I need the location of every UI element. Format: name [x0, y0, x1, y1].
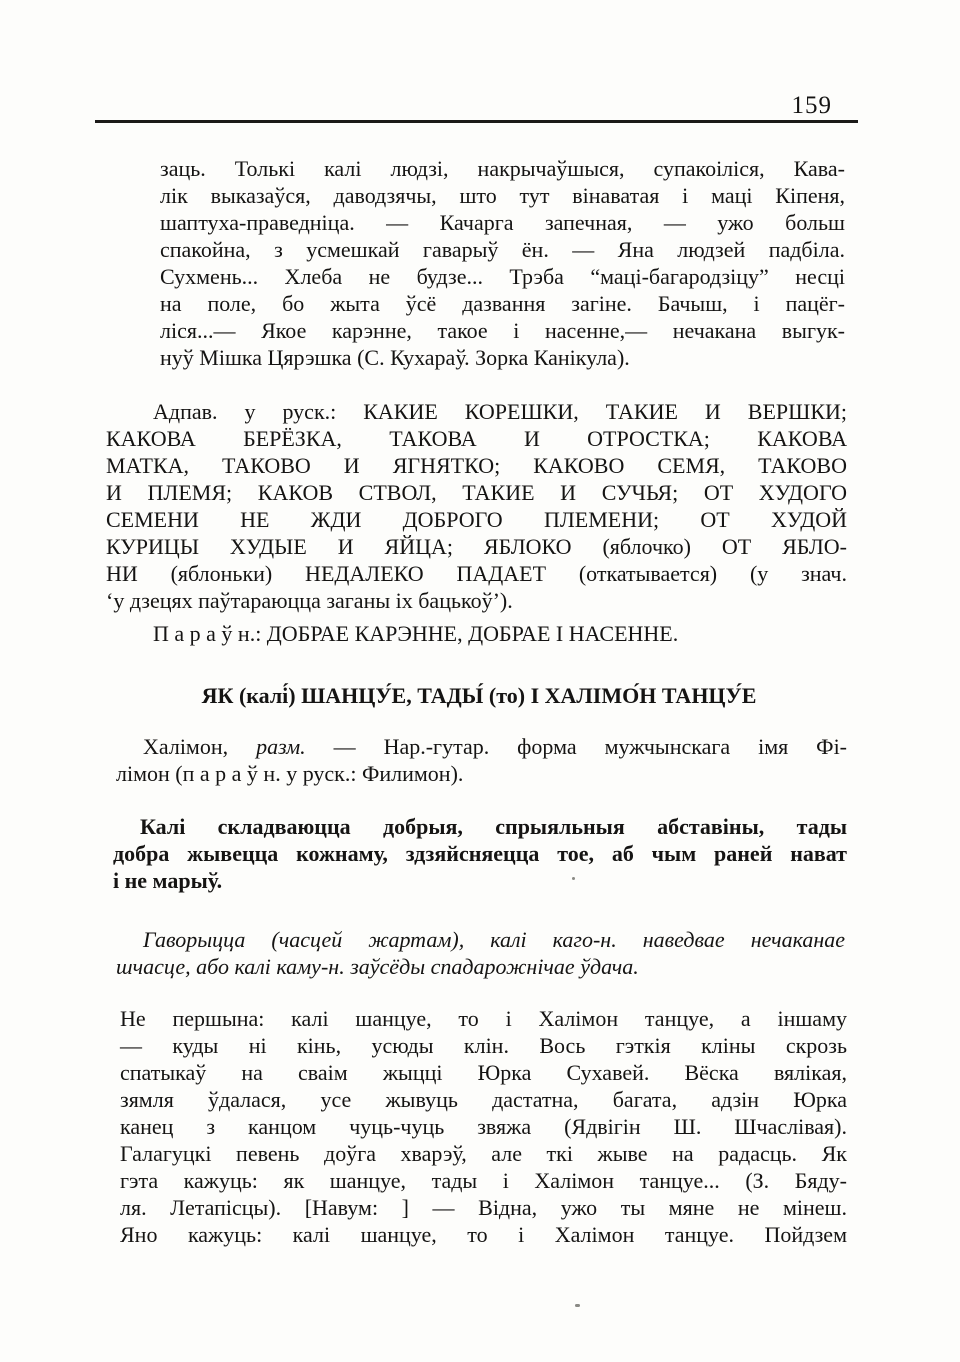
text-line: ля. Летапісцы). [Навум: ] — Відна, ужо ты мяне не мінеш.	[120, 1195, 847, 1220]
text-line: Калі складваюцца добрыя, спрыяльныя абставіны, тады	[140, 814, 847, 839]
scan-artifact-dot	[572, 877, 575, 880]
text-line: лік выказаўся, даводзячы, што тут вінаватая і маці Кіпеня,	[160, 183, 845, 208]
text-line: шчасце, або калі каму-н. заўсёды спадарожнічае ўдача.	[116, 954, 639, 979]
text-line: Галагуцкі певень доўга хварэў, але ткі жыве на радасць. Як	[120, 1141, 847, 1166]
text-line: заць. Толькі калі людзі, накрычаўшыся, супакоіліся, Кава-	[160, 156, 845, 181]
text-line: і не марыў.	[113, 868, 223, 893]
text-line: КУРИЦЫ ХУДЫЕ И ЯЙЦА; ЯБЛОКО (яблочко) ОТ ЯБЛО-	[106, 534, 847, 559]
text-line: лімон (п а р а ў н. у руск.: Филимон).	[116, 761, 464, 786]
paragraph-definition-bold	[113, 813, 847, 894]
text-line: Не першына: калі шанцуе, то і Халімон танцуе, а іншаму	[120, 1006, 847, 1031]
paragraph-usage-note-italic	[116, 926, 845, 980]
text-line: Сухмень... Хлеба не будзе... Трэба “маці-багародзіцу” несці	[160, 264, 845, 289]
text-line: ліся...— Якое карэнне, такое і насенне,— нечакана выгук-	[160, 318, 845, 343]
text-line: МАТКА, ТАКОВО И ЯГНЯТКО; КАКОВО СЕМЯ, ТАКОВО	[106, 453, 847, 478]
paragraph-citation-continuation	[160, 155, 845, 371]
text-line: И ПЛЕМЯ; КАКОВ СТВОЛ, ТАКИЕ И СУЧЬЯ; ОТ ХУДОГО	[106, 480, 847, 505]
text-line: на поле, бо жыта ўсё дазвання загіне. Бачыш, і пацёг-	[160, 291, 845, 316]
paragraph-compare-reference	[106, 620, 847, 647]
text-line: гэта кажуць: як шанцуе, тады і Халімон танцуе... (З. Бяду-	[120, 1168, 847, 1193]
text-line: Адпав. у руск.: КАКИЕ КОРЕШКИ, ТАКИЕ И ВЕРШКИ;	[153, 399, 847, 424]
text-line: шаптуха-праведніца. — Качарга запечная, — ужо больш	[160, 210, 845, 235]
text-line: канец з канцом чуць-чуць звяжа (Ядвігін Ш. Шчаслівая).	[120, 1114, 847, 1139]
text-line: Яно кажуць: калі шанцуе, то і Халімон танцуе. Пойдзем	[120, 1222, 847, 1247]
paragraph-etymology-note	[116, 733, 847, 787]
scan-artifact-dot	[575, 1304, 580, 1307]
text-line: ‘у дзецях паўтараюцца заганы іх бацькоў’).	[106, 588, 513, 613]
paragraph-russian-equivalents	[106, 398, 847, 614]
paragraph-illustrative-quotations	[120, 1005, 847, 1248]
text-line: Халімон, разм. — Нар.-гутар. форма мужчынскага імя Фі-	[143, 734, 848, 759]
text-line: ЯК (калі́) ШАНЦУ́Е, ТАДЫ́ (то) І ХАЛІМО́Н ТАНЦУ́Е	[201, 683, 757, 708]
text-line: нуў Мішка Цярэшка (С. Кухараў. Зорка Канікула).	[160, 345, 630, 370]
text-line: КАКОВА БЕРЁЗКА, ТАКОВА И ОТРОСТКА; КАКОВА	[106, 426, 847, 451]
text-line: П а р а ў н.: ДОБРАЕ КАРЭННЕ, ДОБРАЕ І НАСЕННЕ.	[153, 621, 679, 646]
header-rule	[95, 120, 858, 123]
text-line: — куды ні кінь, усюды клін. Вось гэткія кліны скрозь	[120, 1033, 847, 1058]
text-line: СЕМЕНИ НЕ ЖДИ ДОБРОГО ПЛЕМЕНИ; ОТ ХУДОЙ	[106, 507, 847, 532]
paragraph-entry-heading	[110, 682, 848, 709]
text-line: Гаворыцца (часцей жартам), калі каго-н. наведвае нечаканае	[143, 927, 845, 952]
text-line: добра жывецца кожнаму, здзяйсняецца тое, аб чым раней нават	[113, 841, 847, 866]
text-line: зямля ўдалася, усе жывуць дастатна, багата, адзін Юрка	[120, 1087, 847, 1112]
page-number: 159	[791, 92, 832, 119]
text-line: НИ (яблоньки) НЕДАЛЕКО ПАДАЕТ (откатывается) (у знач.	[106, 561, 847, 586]
text-line: спакойна, з усмешкай гаварыў ён. — Яна людзей падбіла.	[160, 237, 845, 262]
text-line: спатыкаў на сваім жыцці Юрка Сухавей. Вёска вялікая,	[120, 1060, 847, 1085]
